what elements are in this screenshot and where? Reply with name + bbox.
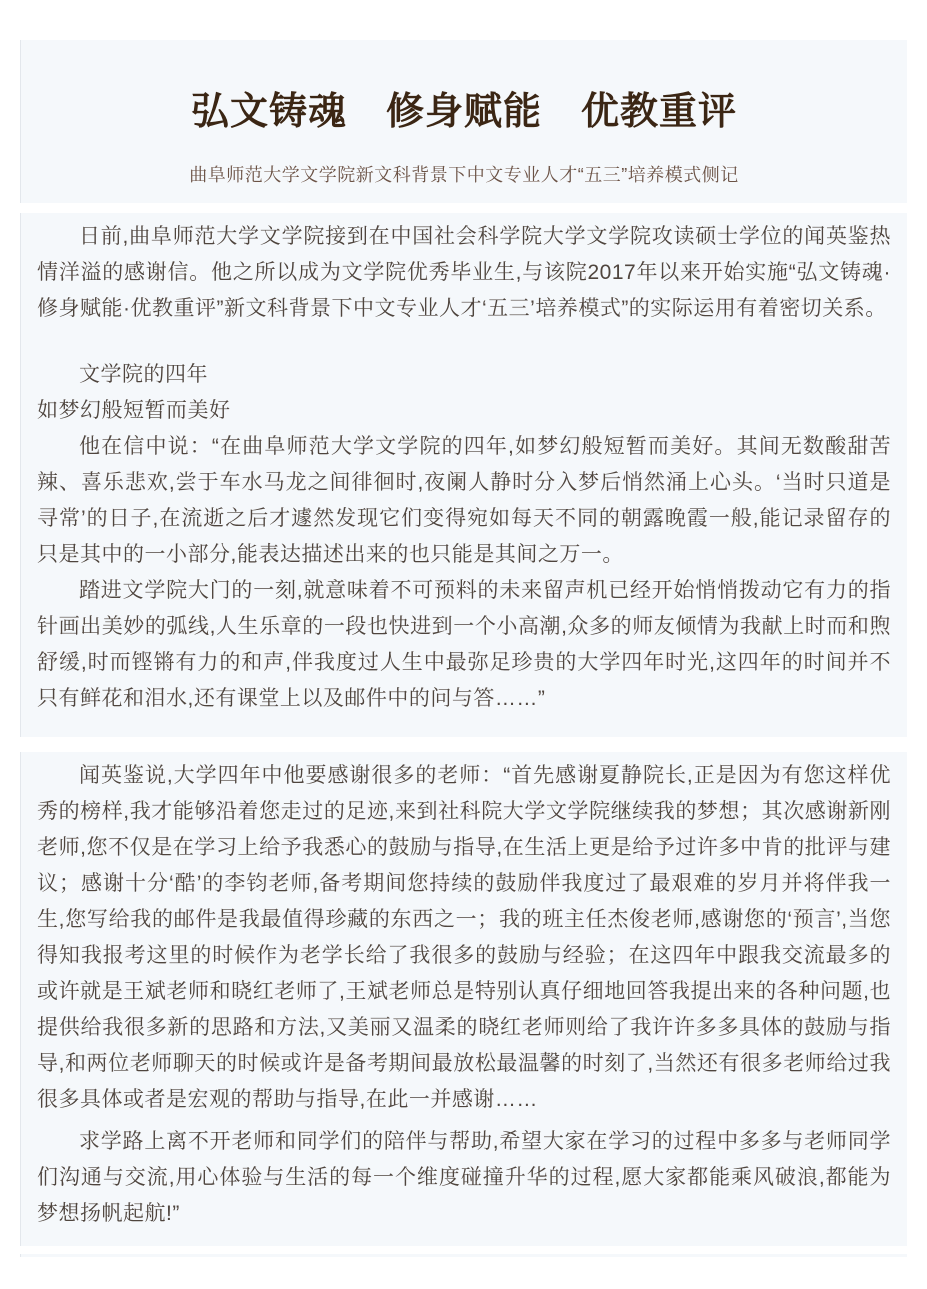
letter-paragraph-1: 他在信中说：“在曲阜师范大学文学院的四年,如梦幻般短暂而美好。其间无数酸甜苦辣、喜乐悲欢,尝于车水马龙之间徘徊时,夜阑人静时分入梦后悄然涌上心头。‘当时只道是寻常’的日子,在流逝之后才遽然发现它们变得宛如每天不同的朝露晚霞一般,能记录留存的只是其中的一小部分,能表达描述出来的也只能是其间之万一。 [37,435,891,566]
section-heading-line2: 如梦幻般短暂而美好 [37,399,231,422]
wish-paragraph: 求学路上离不开老师和同学们的陪伴与帮助,希望大家在学习的过程中多多与老师同学们沟通与交流,用心体验与生活的每一个维度碰撞升华的过程,愿大家都能乘风破浪,都能为梦想扬帆起航!” [37,1130,891,1225]
section-heading-line1: 文学院的四年 [79,363,208,386]
article-header [20,40,907,203]
intro-paragraph: 日前,曲阜师范大学文学院接到在中国社会科学院大学文学院攻读硕士学位的闻英鉴热情洋溢的感谢信。他之所以成为文学院优秀毕业生,与该院2017年以来开始实施“弘文铸魂·修身赋能·优教重评”新文科背景下中文专业人才‘五三’培养模式”的实际运用有着密切关系。 [37,225,891,320]
article-title: 弘文铸魂 修身赋能 优教重评 [190,91,737,133]
letter-paragraph-2: 踏进文学院大门的一刻,就意味着不可预料的未来留声机已经开始悄悄拨动它有力的指针画出美妙的弧线,人生乐章的一段也快进到一个小高潮,众多的师友倾情为我献上时而和煦舒缓,时而铿锵有力的和声,伴我度过人生中最弥足珍贵的大学四年时光,这四年的时间并不只有鲜花和泪水,还有课堂上以及邮件中的问与答……” [37,579,891,710]
article-page [0,40,927,1257]
article-subtitle: 曲阜师范大学文学院新文科背景下中文专业人才“五三”培养模式侧记 [189,165,739,185]
next-section-peek [20,1254,907,1257]
letter-intro-section [20,213,907,737]
thanks-paragraph: 闻英鉴说,大学四年中他要感谢很多的老师：“首先感谢夏静院长,正是因为有您这样优秀的榜样,我才能够沿着您走过的足迹,来到社科院大学文学院继续我的梦想；其次感谢新刚老师,您不仅是在学习上给予我悉心的鼓励与指导,在生活上更是给予过许多中肯的批评与建议；感谢十分‘酷’的李钧老师,备考期间您持续的鼓励伴我度过了最艰难的岁月并将伴我一生,您写给我的邮件是我最值得珍藏的东西之一；我的班主任杰俊老师,感谢您的‘预言’,当您得知我报考这里的时候作为老学长给了我很多的鼓励与经验；在这四年中跟我交流最多的或许就是王斌老师和晓红老师了,王斌老师总是特别认真仔细地回答我提出来的各种问题,也提供给我很多新的思路和方法,又美丽又温柔的晓红老师则给了我许许多多具体的鼓励与指导,和两位老师聊天的时候或许是备考期间最放松最温馨的时刻了,当然还有很多老师给过我很多具体或者是宏观的帮助与指导,在此一并感谢…… [37,764,891,1111]
thanks-section [20,752,907,1246]
